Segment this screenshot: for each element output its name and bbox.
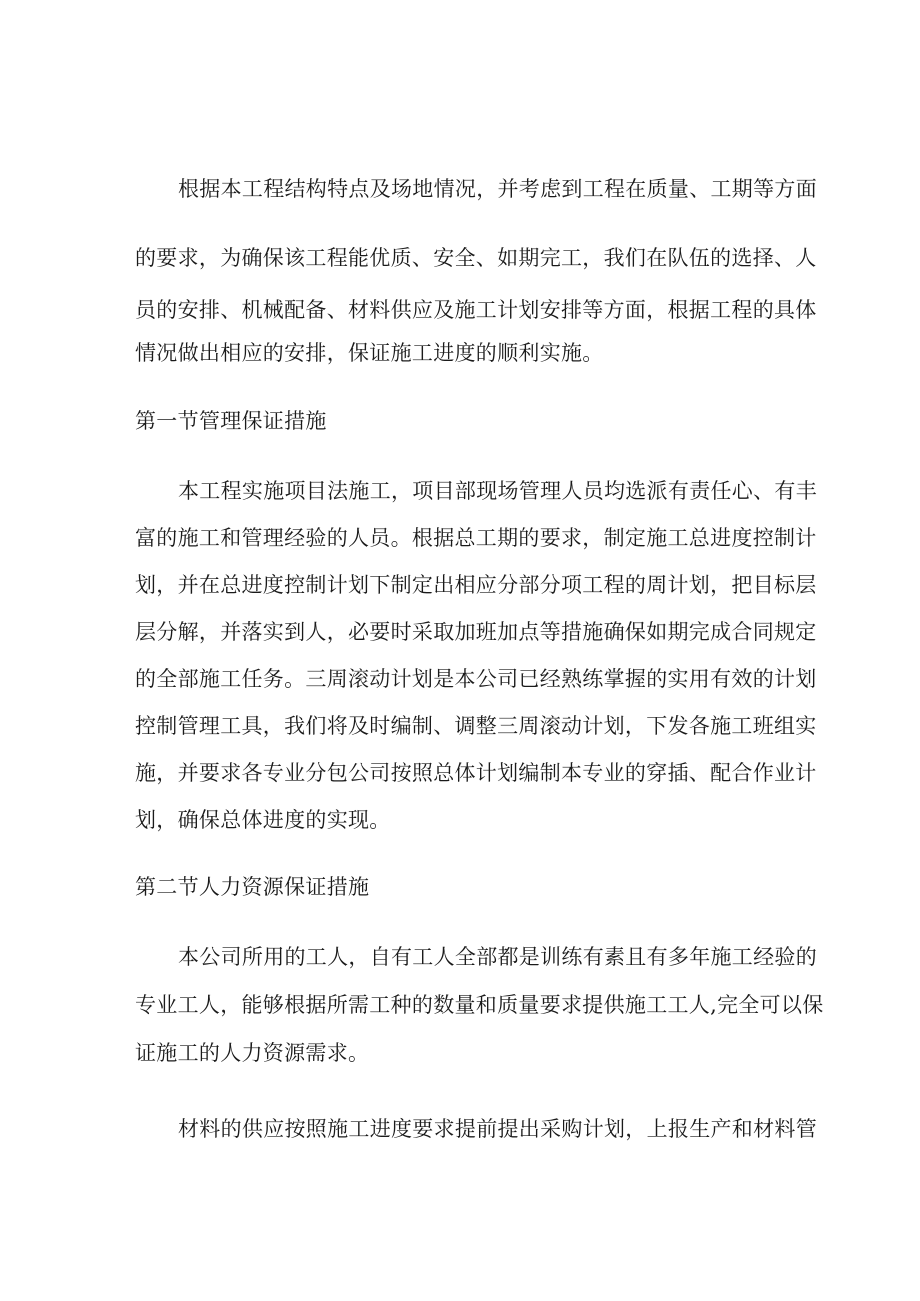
section-2-line-1: 本公司所用的工人，自有工人全部都是训练有素且有多年施工经验的 <box>178 945 817 969</box>
section-1-line-6: 控制管理工具，我们将及时编制、调整三周滚动计划，下发各施工班组实 <box>135 714 817 738</box>
section-1-line-3: 划，并在总进度控制计划下制定出相应分部分项工程的周计划，把目标层 <box>135 573 817 597</box>
section-1-line-1: 本工程实施项目法施工，项目部现场管理人员均选派有责任心、有丰 <box>178 479 817 503</box>
section-2-line-3: 证施工的人力资源需求。 <box>135 1041 370 1065</box>
section-1-heading: 第一节管理保证措施 <box>135 409 327 433</box>
section-1-line-2: 富的施工和管理经验的人员。根据总工期的要求，制定施工总进度控制计 <box>135 526 817 550</box>
paragraph-1-line-4: 情况做出相应的安排，保证施工进度的顺利实施。 <box>135 341 604 365</box>
paragraph-1-line-1: 根据本工程结构特点及场地情况，并考虑到工程在质量、工期等方面 <box>178 177 817 201</box>
section-2-heading: 第二节人力资源保证措施 <box>135 875 370 899</box>
section-1-line-5: 的全部施工任务。三周滚动计划是本公司已经熟练掌握的实用有效的计划 <box>135 667 817 691</box>
section-1-line-8: 划，确保总体进度的实现。 <box>135 808 391 832</box>
paragraph-last-line-1: 材料的供应按照施工进度要求提前提出采购计划，上报生产和材料管 <box>178 1117 817 1141</box>
paragraph-1-line-2: 的要求，为确保该工程能优质、安全、如期完工，我们在队伍的选择、人 <box>135 246 817 270</box>
section-2-line-2: 专业工人，能够根据所需工种的数量和质量要求提供施工工人,完全可以保 <box>135 993 824 1017</box>
section-1-line-7: 施，并要求各专业分包公司按照总体计划编制本专业的穿插、配合作业计 <box>135 761 817 785</box>
section-1-line-4: 层分解，并落实到人，必要时采取加班加点等措施确保如期完成合同规定 <box>135 620 817 644</box>
paragraph-1-line-3: 员的安排、机械配备、材料供应及施工计划安排等方面，根据工程的具体 <box>135 298 817 322</box>
